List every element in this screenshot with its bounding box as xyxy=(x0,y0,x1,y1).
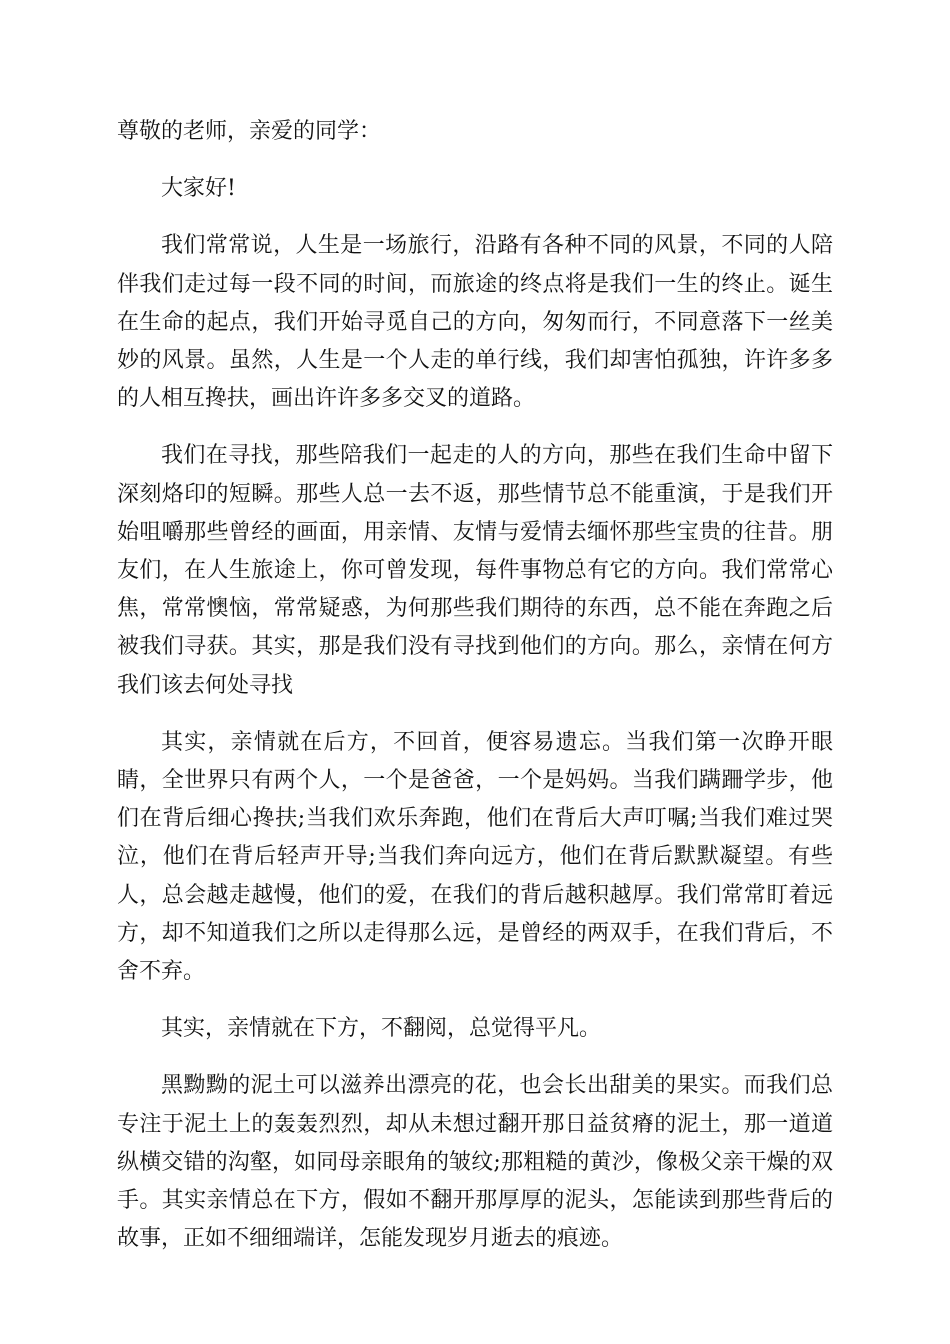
body-paragraph: 我们常常说，人生是一场旅行，沿路有各种不同的风景，不同的人陪伴我们走过每一段不同的时间，而旅途的终点将是我们一生的终止。诞生在生命的起点，我们开始寻觅自己的方向，匆匆而行，不同意落下一丝美妙的风景。虽然，人生是一个人走的单行线，我们却害怕孤独，许许多多的人相互搀扶，画出许许多多交叉的道路。 xyxy=(117,233,833,412)
body-paragraph: 黑黝黝的泥土可以滋养出漂亮的花，也会长出甜美的果实。而我们总专注于泥土上的轰轰烈烈，却从未想过翻开那日益贫瘠的泥土，那一道道纵横交错的沟壑，如同母亲眼角的皱纹;那粗糙的黄沙，像极父亲干燥的双手。其实亲情总在下方，假如不翻开那厚厚的泥头，怎能读到那些背后的故事，正如不细细端详，怎能发现岁月逝去的痕迹。 xyxy=(117,1073,833,1252)
body-paragraph: 其实，亲情就在后方，不回首，便容易遗忘。当我们第一次睁开眼睛，全世界只有两个人，一个是爸爸，一个是妈妈。当我们蹒跚学步，他们在背后细心搀扶;当我们欢乐奔跑，他们在背后大声叮嘱;当我们难过哭泣，他们在背后轻声开导;当我们奔向远方，他们在背后默默凝望。有些人，总会越走越慢，他们的爱，在我们的背后越积越厚。我们常常盯着远方，却不知道我们之所以走得那么远，是曾经的两双手，在我们背后，不舍不弃。 xyxy=(117,729,833,985)
document-body xyxy=(117,113,833,1258)
body-paragraph: 我们在寻找，那些陪我们一起走的人的方向，那些在我们生命中留下深刻烙印的短瞬。那些人总一去不返，那些情节总不能重演，于是我们开始咀嚼那些曾经的画面，用亲情、友情与爱情去缅怀那些宝贵的往昔。朋友们，在人生旅途上，你可曾发现，每件事物总有它的方向。我们常常心焦，常常懊恼，常常疑惑，为何那些我们期待的东西，总不能在奔跑之后被我们寻获。其实，那是我们没有寻找到他们的方向。那么，亲情在何方我们该去何处寻找 xyxy=(117,443,833,698)
salutation: 尊敬的老师，亲爱的同学： xyxy=(117,119,382,144)
greeting-paragraph: 大家好! xyxy=(161,176,236,202)
body-paragraph: 其实，亲情就在下方，不翻阅，总觉得平凡。 xyxy=(161,1016,602,1042)
